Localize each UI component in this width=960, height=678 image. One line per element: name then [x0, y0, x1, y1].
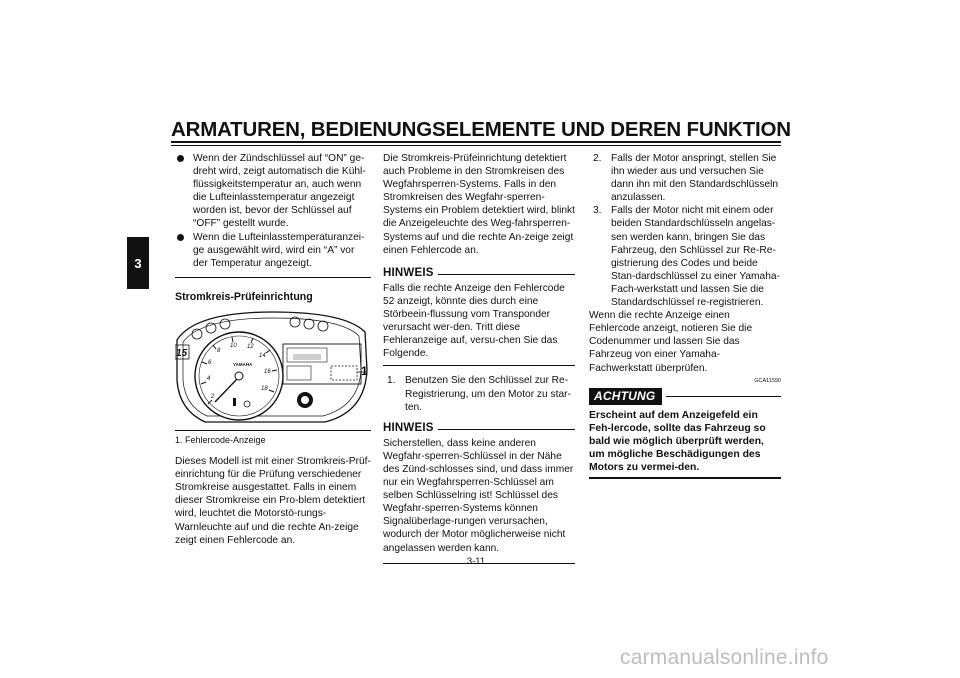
title-rule-thin — [171, 145, 781, 146]
scale-label: 2 — [211, 393, 215, 400]
gauge-digit: 15 — [176, 347, 188, 359]
list-text: Falls der Motor anspringt, stellen Sie ihn wieder aus und versuchen Sie dann ihn mit den Standardschlüsseln anzulassen. — [611, 153, 779, 204]
note-label: HINWEIS — [383, 421, 434, 434]
bullet-item — [175, 231, 371, 270]
note-divider — [383, 365, 575, 366]
scale-label: 18 — [261, 385, 268, 392]
figure-caption: 1. Fehlercode-Anzeige — [175, 434, 266, 445]
list-item — [589, 204, 781, 309]
column-right — [589, 152, 781, 479]
page-number: 3-11 — [466, 556, 486, 567]
list-item — [383, 374, 575, 413]
bullet-item — [175, 152, 371, 231]
body-paragraph: Die Stromkreis-Prüfeinrichtung detektiert auch Probleme in den Stromkreisen des Wegfahrsperren-Systems. Falls in den Stromkreisen des Wegfahr-sperren-Systems ein Problem detektiert wird, blinkt die Anzeigeleuchte des Weg-fahrsperren-Systems auf und die rechte An-zeige zeigt einen Fehlercode an. — [383, 153, 575, 256]
body-paragraph: Wenn die rechte Anzeige einen Fehlercode anzeigt, notieren Sie die Codenummer und lassen Sie das Fahrzeug von einer Yamaha-Fachwerkstatt überprüfen. — [589, 310, 753, 374]
scale-label: 8 — [217, 347, 221, 354]
scale-label: 6 — [208, 359, 212, 366]
page-title: ARMATUREN, BEDIENUNGSELEMENTE UND DEREN FUNKTION — [171, 118, 791, 141]
note-text: Falls die rechte Anzeige den Fehlercode 52 anzeigt, könnte dies durch eine Störbeein-flussung vom Transponder verursacht wer-den. Tritt diese Fehleranzeige auf, versu-chen Sie das Folgende. — [383, 282, 565, 360]
caution-label: ACHTUNG — [589, 388, 662, 405]
body-paragraph: Dieses Modell ist mit einer Stromkreis-Prüf-einrichtung für die Prüfung verschiedener Stromkreise ausgestattet. Falls in einem dieser Stromkreise ein Pro-blem detektiert wird, leuchtet die Motorstö-rungs-Warnleuchte auf und die rechte An-zeige zeigt einen Fehlercode an. — [175, 456, 371, 546]
scale-label: 14 — [259, 352, 266, 359]
column-left — [175, 152, 371, 547]
scale-label: 4 — [207, 375, 211, 382]
watermark: carmanualsonline.info — [620, 646, 829, 669]
caution-rule — [666, 396, 781, 397]
note-header — [383, 267, 575, 280]
note-label: HINWEIS — [383, 266, 434, 279]
brand-label: YAMAHA — [233, 361, 253, 367]
instrument-cluster-figure — [175, 310, 371, 428]
list-text: Falls der Motor nicht mit einem oder beiden Standardschlüsseln angelas-sen werden kann, bringen Sie das Fahrzeug, den Schlüssel zur Re-Re-gistrierung des Codes und beide Stan-dardschlüssel zu einer Yamaha-Fach-werkstatt und lassen Sie die Standardschlüssel re-registrieren. — [611, 205, 780, 309]
reference-code: GCA11590 — [754, 377, 781, 384]
list-number: 3. — [593, 205, 602, 217]
scale-label: 12 — [247, 343, 254, 350]
list-number: 1. — [387, 375, 396, 387]
bullet-dot-icon — [177, 234, 184, 241]
caution-divider — [589, 477, 781, 479]
caution-header — [589, 388, 781, 405]
scale-label: 10 — [230, 342, 237, 349]
scale-label: 16 — [264, 368, 271, 375]
list-number: 2. — [593, 153, 602, 164]
figure-callout: 1 — [361, 364, 368, 378]
note-header — [383, 422, 575, 435]
note-rule — [438, 429, 575, 430]
bullet-text: Wenn die Lufteinlasstemperaturanzei-ge ausgewählt wird, wird ein “A” vor der Temperatur angezeigt. — [193, 231, 365, 269]
caution-text: Erscheint auf dem Anzeigefeld ein Feh-lercode, sollte das Fahrzeug so bald wie möglich überprüft werden, um mögliche Beschädigungen des Motors zu vermei-den. — [589, 409, 766, 474]
list-item — [589, 152, 781, 204]
chapter-tab: 3 — [127, 237, 149, 289]
bullet-text: Wenn der Zündschlüssel auf “ON” ge-dreht wird, zeigt automatisch die Kühl-flüssigkeitstemperatur an, auch wenn die Lufteinlasstemperatur angezeigt worden ist, bevor der Schlüssel auf “OFF” gestellt wurde. — [193, 153, 366, 230]
section-divider — [175, 277, 371, 278]
column-middle — [383, 152, 575, 564]
title-rule — [171, 141, 781, 143]
list-text: Benutzen Sie den Schlüssel zur Re-Registrierung, um den Motor zu star-ten. — [405, 375, 571, 413]
section-heading: Stromkreis-Prüfeinrichtung — [175, 290, 313, 303]
caption-divider — [175, 430, 371, 431]
note-text: Sicherstellen, dass keine anderen Wegfahr-sperren-Schlüssel in der Nähe des Zünd-schlosses sind, und dass immer nur ein Wegfahrsperren-Schlüssel am selben Schlüsselring ist! Schlüssel des Wegfahr-sperren-Systems können Signalüberlage-rungen verursachen, wodurch der Motor möglicherweise nicht angelassen werden kann. — [383, 437, 574, 554]
bullet-dot-icon — [177, 155, 184, 162]
note-rule — [438, 274, 575, 275]
